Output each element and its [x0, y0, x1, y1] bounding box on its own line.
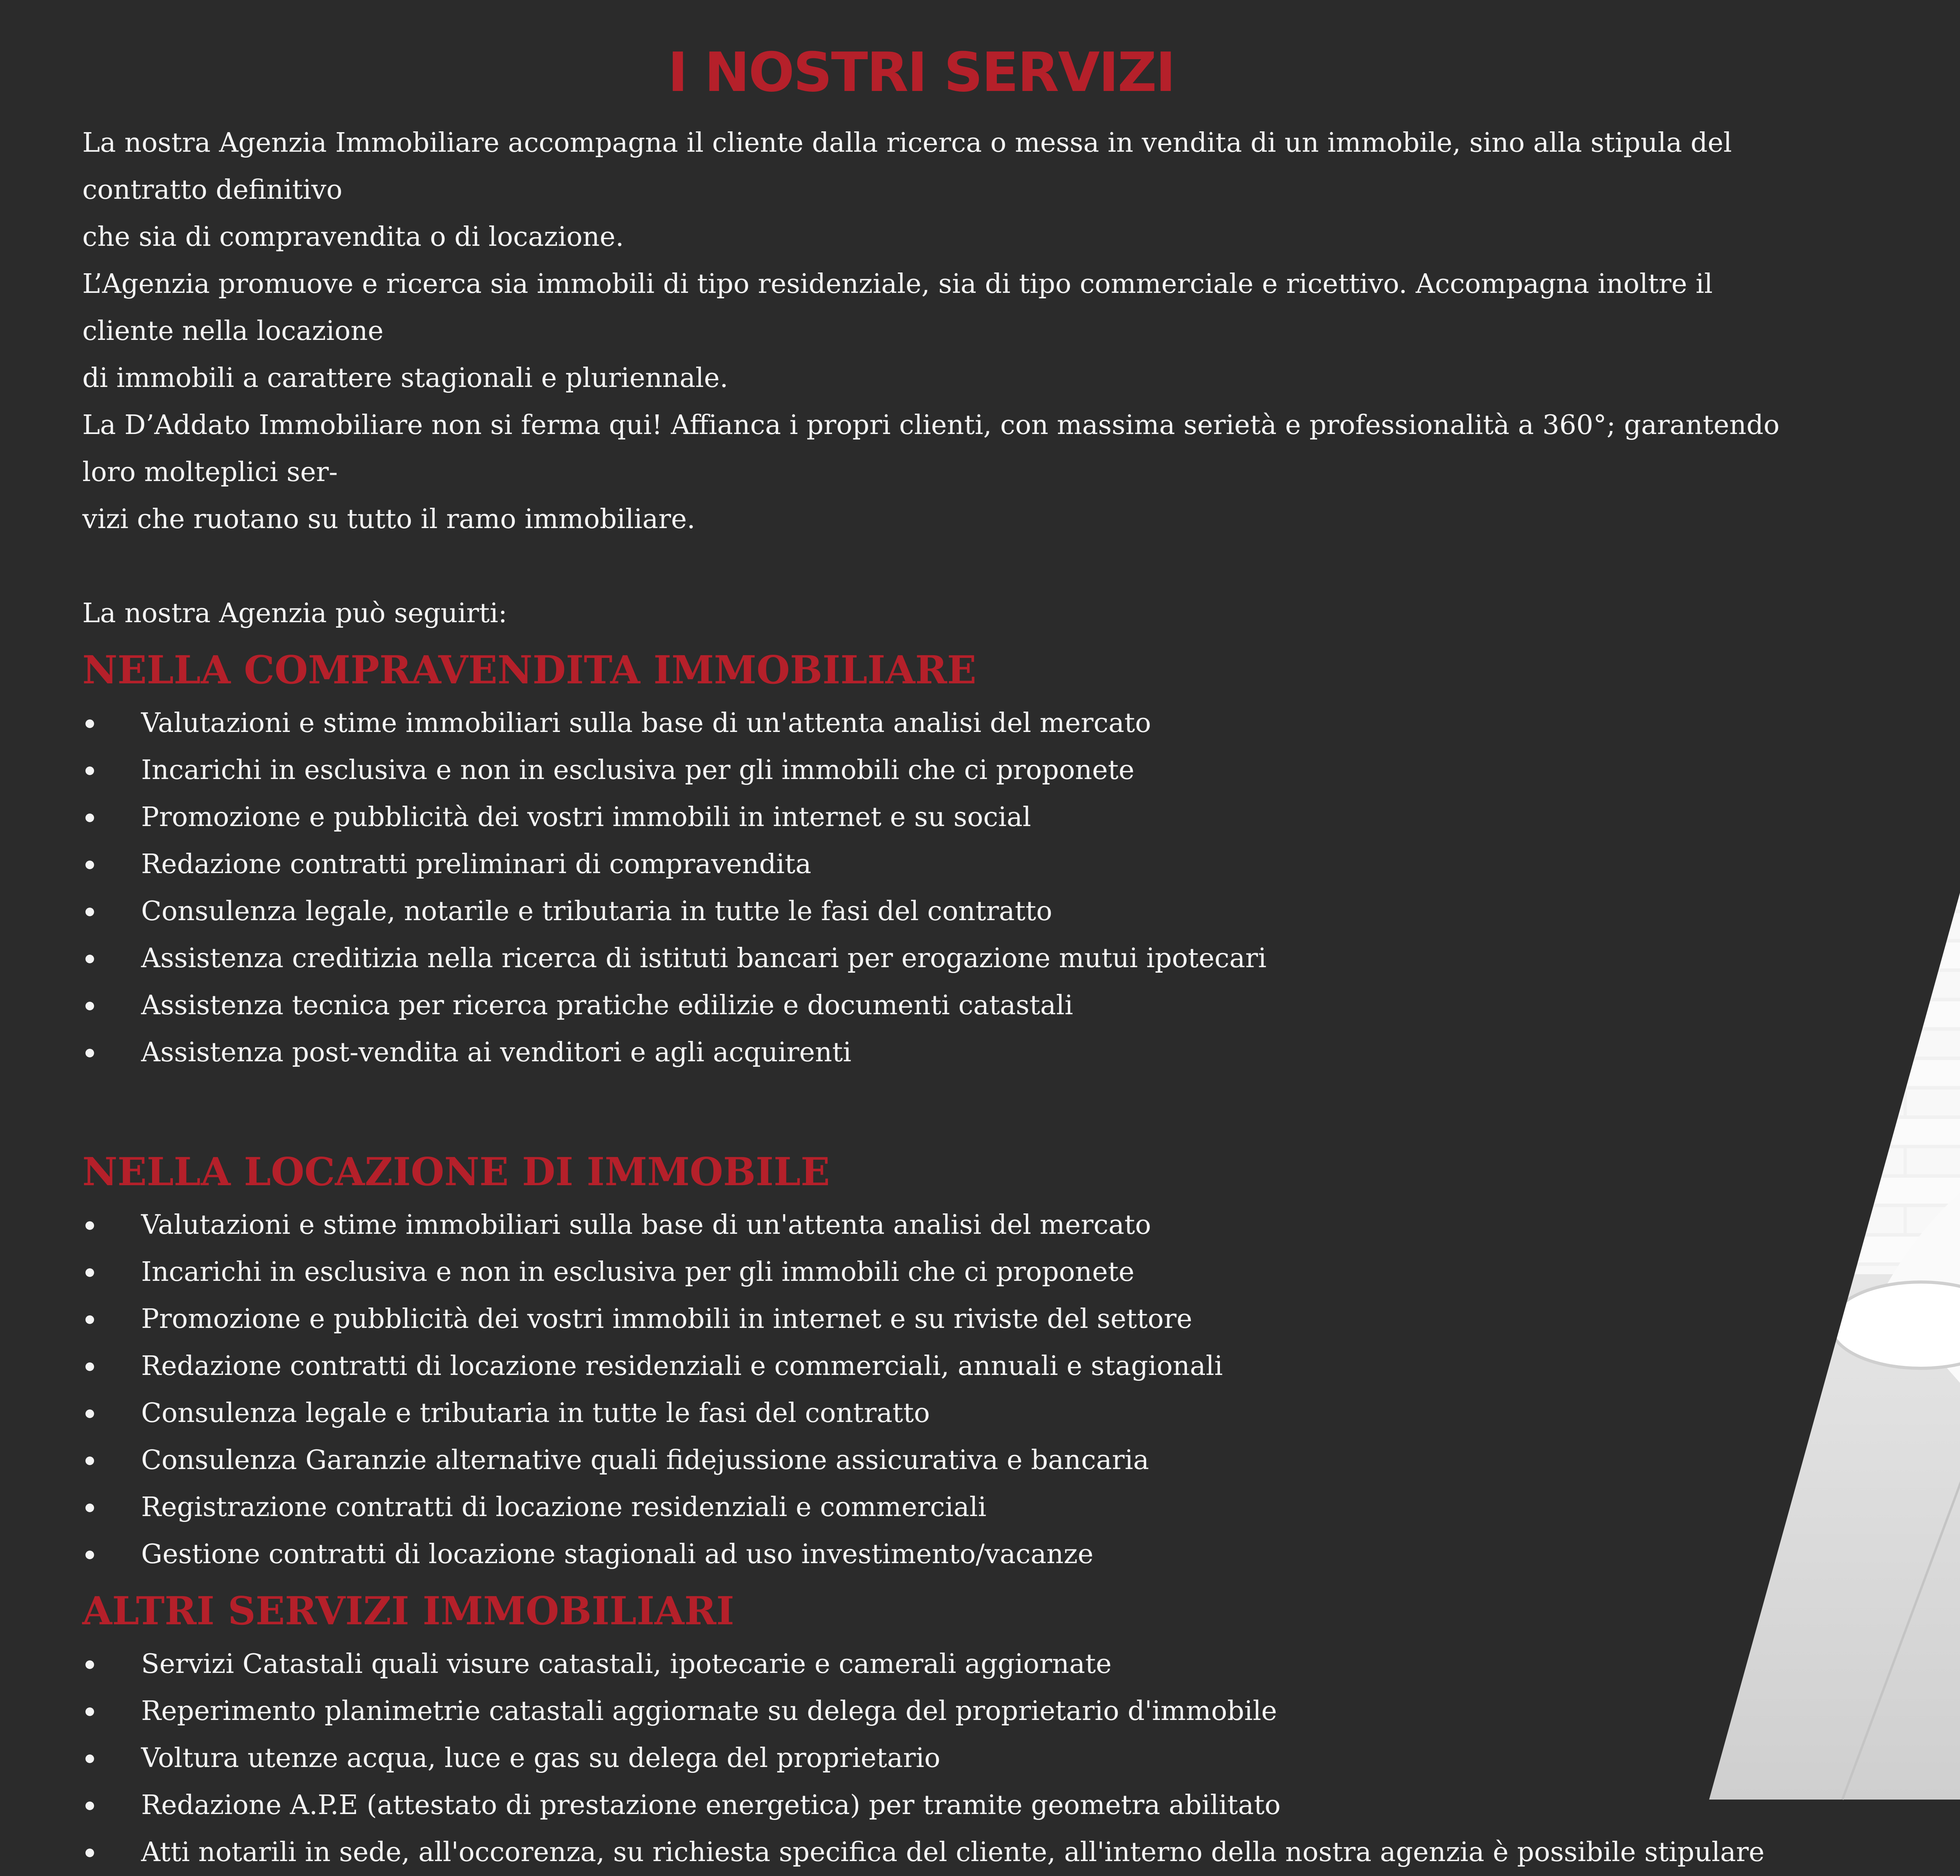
bullet-icon — [85, 1802, 94, 1810]
list-item — [82, 1688, 1807, 1735]
list-item-text: Registrazione contratti di locazione residenziali e commerciali — [141, 1492, 987, 1523]
intro-line: che sia di compravendita o di locazione. — [82, 222, 624, 252]
section-title-compravendita: NELLA COMPRAVENDITA IMMOBILIARE — [82, 648, 976, 693]
bullet-icon — [85, 1551, 94, 1559]
list-item — [82, 700, 1807, 747]
list-item-text: Redazione contratti preliminari di compravendita — [141, 849, 811, 880]
list-item — [82, 888, 1807, 935]
bullet-icon — [85, 1315, 94, 1324]
bullet-icon — [85, 1362, 94, 1371]
list-item — [82, 1782, 1807, 1829]
list-item — [82, 1484, 1807, 1531]
list-item — [82, 1641, 1807, 1688]
bullet-icon — [85, 1456, 94, 1465]
bullet-icon — [85, 719, 94, 728]
services-list-compravendita — [82, 700, 1807, 1076]
list-item — [82, 794, 1807, 841]
bullet-icon — [85, 1221, 94, 1230]
spacer — [82, 1076, 1807, 1139]
list-item-text: Assistenza creditizia nella ricerca di istituti bancari per erogazione mutui ipotecari — [141, 943, 1267, 974]
list-item — [82, 1343, 1807, 1390]
list-item — [82, 1029, 1807, 1076]
bullet-icon — [85, 908, 94, 916]
bullet-icon — [85, 1409, 94, 1418]
list-item-text: Promozione e pubblicità dei vostri immobili in internet e su social — [141, 802, 1031, 833]
services-content — [82, 35, 1807, 1876]
bullet-icon — [85, 1707, 94, 1716]
list-item — [82, 1249, 1807, 1296]
list-item-text: Assistenza tecnica per ricerca pratiche edilizie e documenti catastali — [141, 990, 1073, 1021]
bullet-icon — [85, 955, 94, 963]
intro-line: La D’Addato Immobiliare non si ferma qui! Affianca i propri clienti, con massima serietà e professionalità a 360°; garantendo loro molteplici ser- — [82, 410, 1780, 488]
spacer — [82, 543, 1807, 590]
list-item — [82, 1531, 1807, 1578]
list-item-text: Valutazioni e stime immobiliari sulla base di un'attenta analisi del mercato — [141, 1210, 1151, 1240]
bullet-icon — [85, 1849, 94, 1857]
intro-line: L’Agenzia promuove e ricerca sia immobili di tipo residenziale, sia di tipo commerciale e ricettivo. Accompagna inoltre il cliente nella locazione — [82, 269, 1713, 347]
lead-text: La nostra Agenzia può seguirti: — [82, 598, 507, 629]
bullet-icon — [85, 861, 94, 869]
bullet-icon — [85, 1754, 94, 1763]
page-title: I NOSTRI SERVIZI — [668, 41, 1175, 104]
list-item-text: Atti notarili in sede, all'occorenza, su richiesta specifica del cliente, all'interno della nostra agenzia è possibile stipulare — [141, 1837, 1765, 1868]
section-title-locazione: NELLA LOCAZIONE DI IMMOBILE — [82, 1150, 830, 1195]
list-item-text: Gestione contratti di locazione stagionali ad uso investimento/vacanze — [141, 1539, 1094, 1570]
intro-line: La nostra Agenzia Immobiliare accompagna il cliente dalla ricerca o messa in vendita di un immobile, sino alla stipula del contratto definitivo — [82, 127, 1732, 205]
bullet-icon — [85, 1049, 94, 1057]
list-item — [82, 841, 1807, 888]
list-item-text: Incarichi in esclusiva e non in esclusiva per gli immobili che ci proponete — [141, 755, 1134, 786]
list-item-text: Reperimento planimetrie catastali aggiornate su delega del proprietario d'immobile — [141, 1696, 1277, 1727]
bullet-icon — [85, 1504, 94, 1512]
list-item — [82, 1296, 1807, 1343]
list-item — [82, 1390, 1807, 1437]
list-item-text: Consulenza legale e tributaria in tutte le fasi del contratto — [141, 1398, 930, 1429]
list-item-text: Voltura utenze acqua, luce e gas su delega del proprietario — [141, 1743, 940, 1774]
intro-line: vizi che ruotano su tutto il ramo immobiliare. — [82, 504, 695, 535]
list-item — [82, 1202, 1807, 1249]
services-list-altri — [82, 1641, 1807, 1876]
list-item-text: Servizi Catastali quali visure catastali, ipotecarie e camerali aggiornate — [141, 1649, 1112, 1680]
list-item — [82, 935, 1807, 982]
intro-text — [82, 120, 1807, 543]
list-item — [82, 1829, 1807, 1876]
list-item-text: Incarichi in esclusiva e non in esclusiva per gli immobili che ci proponete — [141, 1257, 1134, 1288]
list-item-text: Redazione contratti di locazione residenziali e commerciali, annuali e stagionali — [141, 1351, 1223, 1382]
bullet-icon — [85, 1660, 94, 1669]
list-item-text: Promozione e pubblicità dei vostri immobili in internet e su riviste del settore — [141, 1304, 1192, 1335]
intro-line: di immobili a carattere stagionali e pluriennale. — [82, 363, 728, 394]
list-item — [82, 1735, 1807, 1782]
services-list-locazione — [82, 1202, 1807, 1578]
list-item-text: Consulenza Garanzie alternative quali fidejussione assicurativa e bancaria — [141, 1445, 1149, 1476]
list-item — [82, 982, 1807, 1029]
list-item-text: Redazione A.P.E (attestato di prestazione energetica) per tramite geometra abilitato — [141, 1790, 1281, 1821]
list-item — [82, 747, 1807, 794]
bullet-icon — [85, 1002, 94, 1010]
bullet-icon — [85, 814, 94, 822]
list-item — [82, 1437, 1807, 1484]
list-item-text: Assistenza post-vendita ai venditori e agli acquirenti — [141, 1037, 851, 1068]
list-item-text: Consulenza legale, notarile e tributaria in tutte le fasi del contratto — [141, 896, 1053, 927]
bullet-icon — [85, 766, 94, 775]
section-title-altri-servizi: ALTRI SERVIZI IMMOBILIARI — [82, 1589, 734, 1634]
list-item-text: Valutazioni e stime immobiliari sulla base di un'attenta analisi del mercato — [141, 708, 1151, 739]
bullet-icon — [85, 1268, 94, 1277]
